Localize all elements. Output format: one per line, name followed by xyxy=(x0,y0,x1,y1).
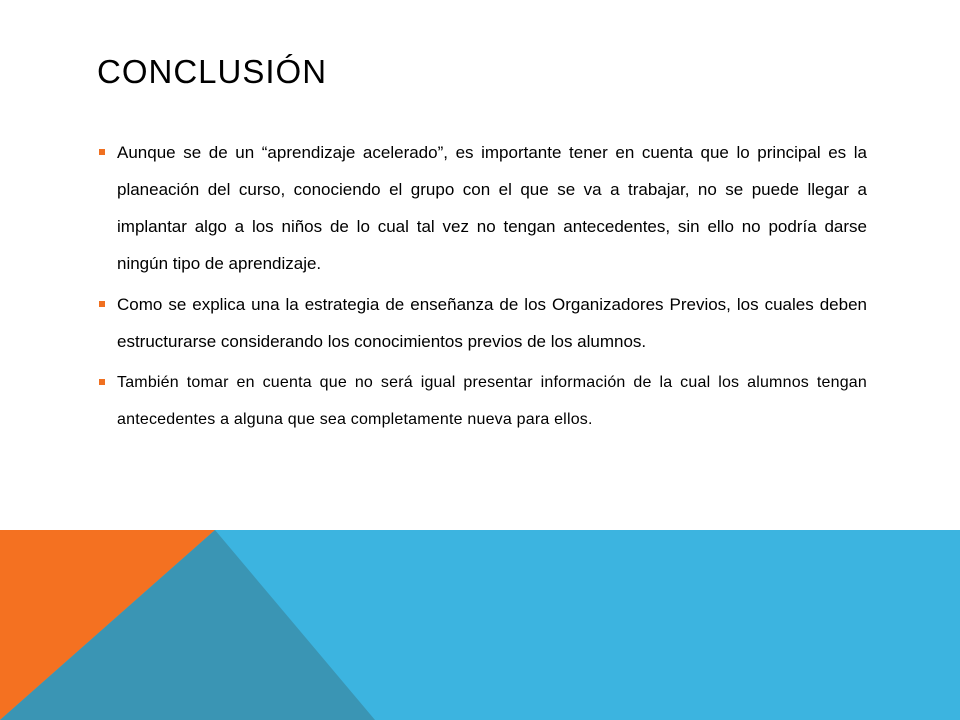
square-bullet-icon xyxy=(99,301,105,307)
bullet-text: También tomar en cuenta que no será igual presentar información de la cual los alumnos tengan antecedentes a alguna que sea completamente nueva para ellos. xyxy=(117,374,867,428)
footer-shapes xyxy=(0,530,960,720)
bullet-item xyxy=(97,286,867,360)
square-bullet-icon xyxy=(99,379,105,385)
bullet-list xyxy=(97,134,867,442)
bullet-text: Aunque se de un “aprendizaje acelerado”, es importante tener en cuenta que lo principal es la planeación del curso, conociendo el grupo con el que se va a trabajar, no se puede llegar a implantar algo a los niños de lo cual tal vez no tengan antecedentes, sin ello no podría darse ningún tipo de aprendizaje. xyxy=(117,143,867,273)
slide-title: CONCLUSIÓN xyxy=(97,53,328,90)
bullet-item xyxy=(97,134,867,282)
square-bullet-icon xyxy=(99,149,105,155)
bullet-item xyxy=(97,364,867,438)
bullet-text: Como se explica una la estrategia de enseñanza de los Organizadores Previos, los cuales deben estructurarse considerando los conocimientos previos de los alumnos. xyxy=(117,295,867,351)
footer-decoration xyxy=(0,530,960,720)
